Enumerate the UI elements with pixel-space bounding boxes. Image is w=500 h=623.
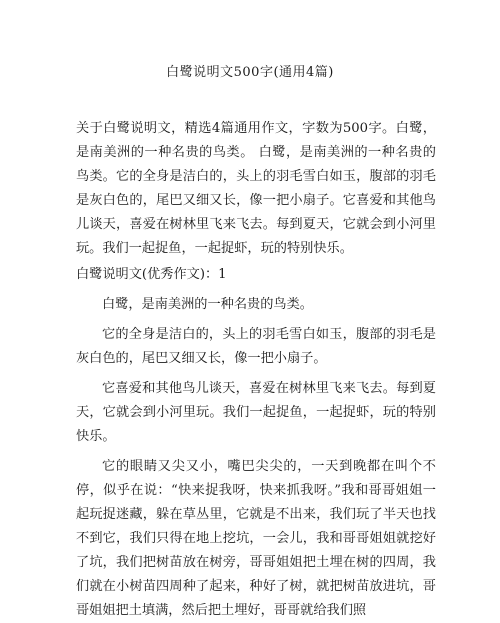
document-body xyxy=(76,117,436,623)
section-heading: 白鹭说明文(优秀作文)：1 xyxy=(76,267,227,282)
intro-paragraph: 关于白鹭说明文，精选4篇通用作文，字数为500字。白鹭，是南美洲的一种名贵的鸟类。 白鹭，是南美洲的一种名贵的鸟类。它的全身是洁白的，头上的羽毛雪白如玉，腹部的羽毛是灰白色的，尾巴又细又长，像一把小扇子。它喜爱和其他鸟儿谈天，喜爱在树林里飞来飞去。每到夏天，它就会到小河里玩。我们一起捉鱼，一起捉虾，玩的特别快乐。 xyxy=(76,121,436,256)
document-title: 白鹭说明文500字(通用4篇) xyxy=(166,65,334,80)
body-paragraph-1: 白鹭，是南美洲的一种名贵的鸟类。 xyxy=(102,297,313,312)
body-paragraph-3: 它喜爱和其他鸟儿谈天，喜爱在树林里飞来飞去。每到夏天，它就会到小河里玩。我们一起捉鱼，一起捉虾，玩的特别快乐。 xyxy=(76,381,436,444)
body-paragraph-4: 它的眼睛又尖又小，嘴巴尖尖的，一天到晚都在叫个不停，似乎在说：“快来捉我呀，快来抓我呀。”我和哥哥姐姐一起玩捉迷藏，躲在草丛里，它就是不出来，我们玩了半天也找不到它，我们只得在地上挖坑，一会儿，我和哥哥姐姐就挖好了坑，我们把树苗放在树旁，哥哥姐姐把土埋在树的四周，我们就在小树苗四周种了起来，种好了树，就把树苗放进坑，哥哥姐姐把土填满，然后把土埋好，哥哥就给我们照 xyxy=(76,459,436,618)
body-paragraph-2: 它的全身是洁白的，头上的羽毛雪白如玉，腹部的羽毛是灰白色的，尾巴又细又长，像一把小扇子。 xyxy=(76,327,436,366)
